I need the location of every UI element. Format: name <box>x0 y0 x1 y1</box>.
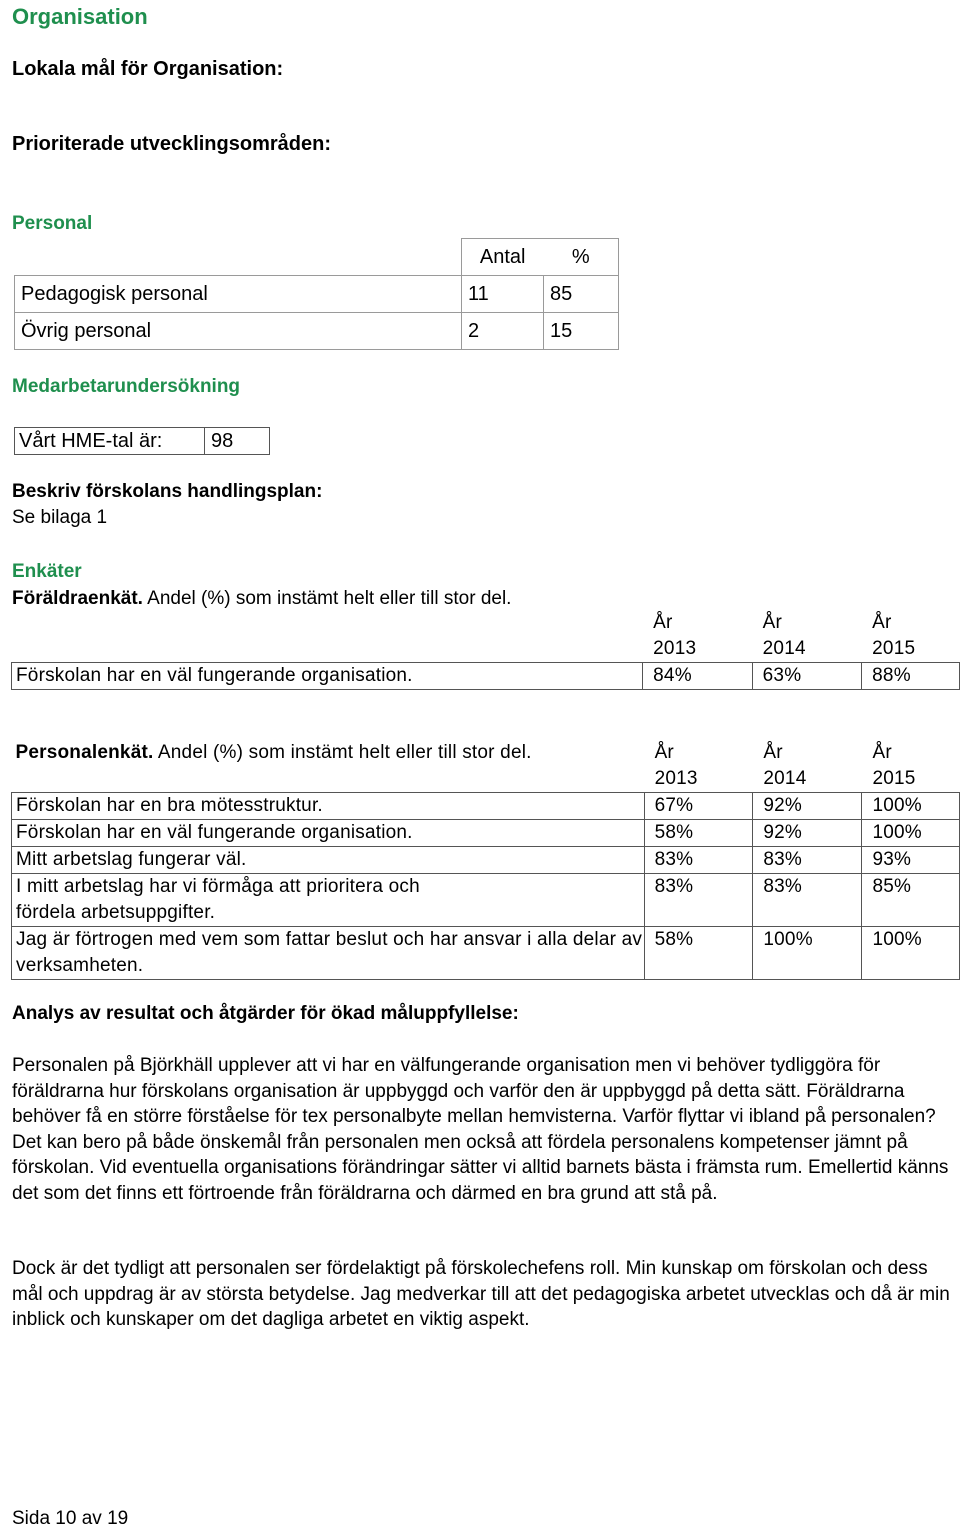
personnel-survey-table <box>11 740 960 980</box>
value-cell: 83% <box>753 874 862 927</box>
personnel-survey-title-bold: Personalenkät. <box>15 742 154 763</box>
staff-survey-heading: Medarbetarundersökning <box>12 376 241 397</box>
value-cell: 58% <box>644 820 753 847</box>
year-header <box>862 610 960 663</box>
analysis-paragraph-2: Dock är det tydligt att personalen ser fördelaktigt på förskolechefens roll. Min kunskap om förskolan och dess mål och uppdrag är av största betydelse. Jag medverkar till att det pedagogiska arbetet utvecklas och då är min inblick och kunskaper om det dagliga arbetet en viktig aspekt. <box>12 1258 950 1330</box>
year-prefix: År <box>654 742 674 763</box>
table-row <box>12 663 960 690</box>
table-row <box>15 276 619 313</box>
row-pct: 15 <box>544 313 619 350</box>
value-cell: 63% <box>752 663 862 690</box>
analysis-paragraph-1: Personalen på Björkhäll upplever att vi har en välfungerande organisation men vi behöver tydliggöra för föräldrarna hur förskolans organisation är uppbyggd och varför den är uppbyggd på detta sätt. Föräldrarna behöver få en större förståelse för tex personalbyte mellan hemvisterna. Varför flyttar vi ibland på personalen? Det kan bero på både önskemål från personalen men också att fördela personalens kompetenser jämnt på förskolan. Vid eventuella organisations förändringar sätter vi alltid barnets bästa i främsta rum. Emellertid känns det som det finns ett förtroende från föräldrarna och därmed en bra grund att stå på. <box>12 1055 949 1204</box>
year-prefix: År <box>762 612 783 633</box>
hme-value: 98 <box>205 428 270 455</box>
year-prefix: År <box>872 742 892 763</box>
year-label: 2015 <box>872 638 916 659</box>
year-header <box>753 740 862 793</box>
question-label: Mitt arbetslag fungerar väl. <box>12 847 645 874</box>
col-count-header: Antal <box>462 239 544 276</box>
year-label: 2013 <box>653 638 697 659</box>
year-header <box>644 740 753 793</box>
table-row <box>12 874 960 927</box>
hme-label: Vårt HME-tal är: <box>15 428 205 455</box>
personnel-survey-title-rest: Andel (%) som instämt helt eller till stor del. <box>153 742 532 763</box>
row-pct: 85 <box>544 276 619 313</box>
value-cell: 92% <box>753 820 862 847</box>
year-header <box>862 740 960 793</box>
parent-survey-title-rest: Andel (%) som instämt helt eller till stor del. <box>142 588 512 609</box>
question-label: Jag är förtrogen med vem som fattar beslut och har ansvar i alla delar av verksamheten. <box>12 927 645 980</box>
row-label: Pedagogisk personal <box>15 276 462 313</box>
row-count: 2 <box>462 313 544 350</box>
value-cell: 100% <box>862 793 960 820</box>
year-prefix: År <box>653 612 673 633</box>
personal-heading: Personal <box>12 213 93 234</box>
value-cell: 83% <box>644 874 753 927</box>
table-row <box>12 793 960 820</box>
value-cell: 58% <box>644 927 753 980</box>
action-plan-label: Beskriv förskolans handlingsplan: <box>12 481 323 502</box>
value-cell: 83% <box>753 847 862 874</box>
row-label: Övrig personal <box>15 313 462 350</box>
analysis-heading: Analys av resultat och åtgärder för ökad måluppfyllelse: <box>12 1003 519 1024</box>
row-count: 11 <box>462 276 544 313</box>
value-cell: 83% <box>644 847 753 874</box>
personnel-survey-title <box>12 740 645 793</box>
surveys-heading: Enkäter <box>12 561 82 582</box>
year-prefix: År <box>763 742 783 763</box>
parent-survey-table <box>11 610 960 690</box>
table-row <box>12 820 960 847</box>
value-cell: 100% <box>753 927 862 980</box>
question-label: Förskolan har en bra mötesstruktur. <box>12 793 645 820</box>
value-cell: 100% <box>862 927 960 980</box>
question-label: I mitt arbetslag har vi förmåga att prioritera och fördela arbetsuppgifter. <box>12 874 645 927</box>
year-label: 2015 <box>872 768 916 789</box>
question-label: Förskolan har en väl fungerande organisation. <box>12 663 643 690</box>
action-plan-value: Se bilaga 1 <box>12 507 108 528</box>
year-label: 2014 <box>762 638 806 659</box>
year-header <box>752 610 862 663</box>
value-cell: 100% <box>862 820 960 847</box>
year-label: 2013 <box>654 768 698 789</box>
value-cell: 92% <box>753 793 862 820</box>
value-cell: 93% <box>862 847 960 874</box>
personal-table <box>14 238 619 350</box>
local-goals-heading: Lokala mål för Organisation: <box>12 58 284 80</box>
year-header <box>643 610 753 663</box>
priority-areas-heading: Prioriterade utvecklingsområden: <box>12 133 331 155</box>
page-footer: Sida 10 av 19 <box>12 1508 129 1529</box>
question-label: Förskolan har en väl fungerande organisation. <box>12 820 645 847</box>
col-pct-header: % <box>544 239 619 276</box>
value-cell: 88% <box>862 663 960 690</box>
table-row <box>12 847 960 874</box>
page-title: Organisation <box>12 4 148 29</box>
parent-survey-title-bold: Föräldraenkät. <box>12 588 143 609</box>
value-cell: 84% <box>643 663 753 690</box>
hme-table <box>14 427 270 455</box>
parent-survey-title <box>12 588 511 610</box>
table-row <box>15 313 619 350</box>
year-label: 2014 <box>763 768 807 789</box>
value-cell: 67% <box>644 793 753 820</box>
table-row <box>12 927 960 980</box>
value-cell: 85% <box>862 874 960 927</box>
year-prefix: År <box>872 612 892 633</box>
